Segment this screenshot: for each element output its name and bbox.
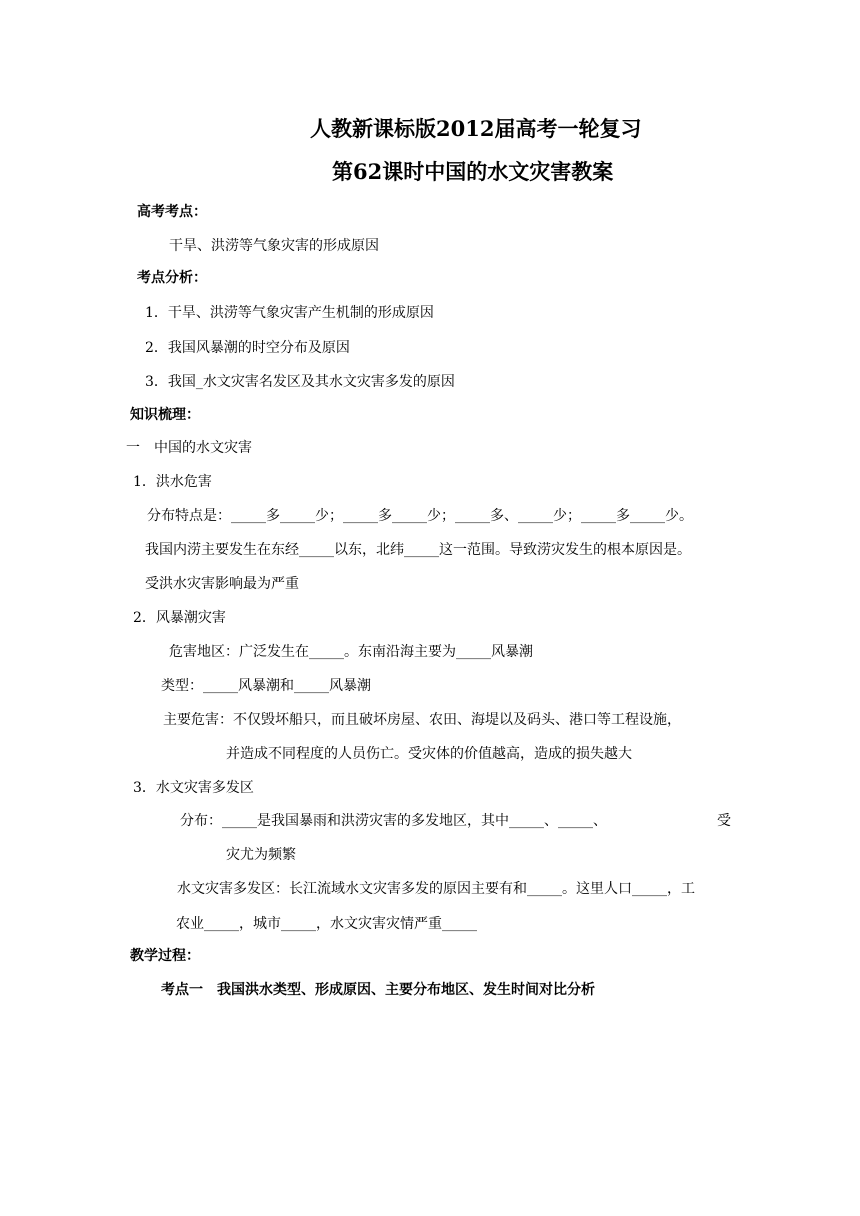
hydro-dist-line-1-tail: 受 [717,813,731,829]
surge-heading: 2．风暴潮灾害 [133,610,226,626]
hydro-dist-line-2: 灾尤为频繁 [226,847,296,863]
surge-harm-line-1: 主要危害：不仅毁坏船只，而且破坏房屋、农田、海堤以及码头、港口等工程设施， [163,712,681,728]
flood-line-1: 分布特点是：_____多_____少；_____多_____少；_____多、_____少；_____多_____少。 [147,508,693,524]
flood-line-2: 我国内涝主要发生在东经_____以东，北纬_____这一范围。导致涝灾发生的根本原因是。 [145,542,691,558]
analysis-heading: 考点分析： [137,270,207,286]
surge-area: 危害地区：广泛发生在_____。东南沿海主要为_____风暴潮 [169,644,533,660]
surge-harm-line-2: 并造成不同程度的人员伤亡。受灾体的价值越高，造成的损失越大 [226,746,632,762]
surge-type: 类型：_____风暴潮和_____风暴潮 [161,678,371,694]
teaching-heading: 教学过程： [130,948,200,964]
doc-title-line2: 第62课时中国的水文灾害教案 [332,159,614,184]
analysis-item-1: 1．干旱、洪涝等气象灾害产生机制的形成原因 [145,305,434,321]
hydro-heading: 3．水文灾害多发区 [133,780,254,796]
section-one-heading: 一 中国的水文灾害 [126,440,252,456]
analysis-item-2: 2．我国风暴潮的时空分布及原因 [145,340,350,356]
flood-heading: 1．洪水危害 [133,474,212,490]
analysis-item-3: 3．我国_水文灾害名发区及其水文灾害多发的原因 [145,374,455,390]
knowledge-heading: 知识梳理： [130,407,200,423]
key-point-1: 考点一 我国洪水类型、形成原因、主要分布地区、发生时间对比分析 [161,982,595,998]
hydro-zone-line-1: 水文灾害多发区：长江流域水文灾害多发的原因主要有和_____。这里人口_____，工 [177,881,695,897]
exam-points-heading: 高考考点： [137,204,207,220]
doc-title-line1: 人教新课标版2012届高考一轮复习 [310,116,642,141]
hydro-zone-line-2: 农业_____，城市_____，水文灾害灾情严重_____ [176,916,477,932]
flood-line-3: 受洪水灾害影响最为严重 [145,576,299,592]
hydro-dist-line-1: 分布：_____是我国暴雨和洪涝灾害的多发地区，其中_____、_____、 [180,813,607,829]
exam-points-text: 干旱、洪涝等气象灾害的形成原因 [169,238,379,254]
